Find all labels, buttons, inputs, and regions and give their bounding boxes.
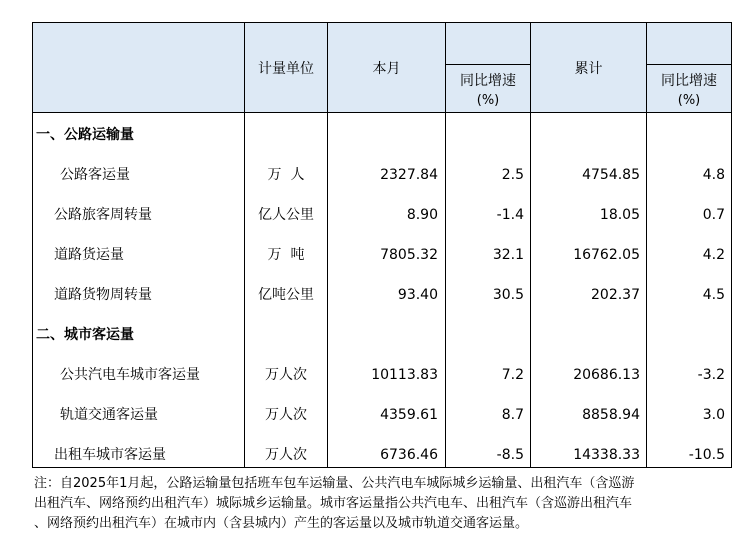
table-bottom-border — [32, 467, 732, 468]
row-month-growth: 30.5 — [492, 287, 524, 303]
statistics-table — [32, 22, 732, 468]
row-month: 2327.84 — [380, 167, 438, 183]
row-unit: 万 人 — [267, 167, 305, 183]
footnote — [34, 474, 734, 534]
row-month-growth: -8.5 — [496, 447, 524, 463]
row-month-growth: 8.7 — [501, 407, 524, 423]
row-month-growth: 32.1 — [492, 247, 524, 263]
row-month-growth: 7.2 — [501, 367, 524, 383]
row-unit: 万人次 — [265, 447, 307, 463]
section-title-road: 一、公路运输量 — [36, 127, 134, 143]
row-unit: 亿人公里 — [258, 207, 314, 223]
footnote-line: 、网络预约出租汽车）在城市内（含县城内）产生的客运量以及城市轨道交通客运量。 — [34, 516, 529, 531]
row-unit: 亿吨公里 — [258, 287, 314, 303]
row-month-growth: -1.4 — [496, 207, 524, 223]
row-label: 道路货运量 — [54, 247, 124, 263]
row-month: 6736.46 — [380, 447, 438, 463]
header-bottom-border — [32, 112, 732, 113]
header-cum-growth-unit: (%) — [677, 93, 701, 108]
row-cumulative: 14338.33 — [573, 447, 640, 463]
row-month: 4359.61 — [380, 407, 438, 423]
header-cumulative: 累计 — [574, 61, 603, 77]
row-month: 7805.32 — [380, 247, 438, 263]
row-cumulative: 202.37 — [591, 287, 640, 303]
row-label: 道路货物周转量 — [54, 287, 152, 303]
col-line-0 — [32, 22, 33, 468]
row-cum-growth: 4.2 — [702, 247, 725, 263]
row-cum-growth: 4.5 — [702, 287, 725, 303]
col-line-4 — [530, 22, 531, 468]
row-label: 轨道交通客运量 — [60, 407, 158, 423]
header-subdivider-cumulative — [646, 64, 732, 65]
row-label: 公共汽电车城市客运量 — [60, 367, 200, 383]
row-cumulative: 18.05 — [599, 207, 640, 223]
footnote-line: 出租汽车、网络预约出租汽车）城际城乡运输量。城市客运量指公共汽电车、出租汽车（含巡游出租汽车 — [34, 496, 633, 511]
row-cum-growth: 4.8 — [702, 167, 725, 183]
row-month-growth: 2.5 — [501, 167, 524, 183]
section-title-city: 二、城市客运量 — [36, 327, 134, 343]
row-cum-growth: 0.7 — [702, 207, 725, 223]
row-cumulative: 4754.85 — [582, 167, 640, 183]
row-month: 10113.83 — [371, 367, 438, 383]
row-label: 公路旅客周转量 — [54, 207, 152, 223]
header-month: 本月 — [372, 61, 401, 77]
row-cumulative: 20686.13 — [573, 367, 640, 383]
row-month: 8.90 — [406, 207, 438, 223]
col-line-1 — [244, 22, 245, 468]
header-unit: 计量单位 — [258, 61, 314, 77]
row-cumulative: 16762.05 — [573, 247, 640, 263]
table-top-border — [32, 22, 732, 23]
row-cumulative: 8858.94 — [582, 407, 640, 423]
header-month-growth: 同比增速 — [460, 73, 516, 89]
footnote-line: 注：自2025年1月起，公路运输量包括班车包车运输量、公共汽电车城际城乡运输量、出租汽车（含巡游 — [34, 476, 635, 491]
row-unit: 万人次 — [265, 407, 307, 423]
header-cum-growth: 同比增速 — [661, 73, 717, 89]
row-month: 93.40 — [397, 287, 438, 303]
row-cum-growth: 3.0 — [702, 407, 725, 423]
col-line-2 — [327, 22, 328, 468]
row-cum-growth: -3.2 — [697, 367, 725, 383]
row-label: 出租车城市客运量 — [54, 447, 166, 463]
header-subdivider-month — [445, 64, 530, 65]
header-month-growth-unit: (%) — [476, 93, 500, 108]
row-label: 公路客运量 — [60, 167, 130, 183]
col-line-6 — [731, 22, 732, 468]
row-unit: 万人次 — [265, 367, 307, 383]
row-unit: 万 吨 — [267, 247, 305, 263]
row-cum-growth: -10.5 — [688, 447, 725, 463]
